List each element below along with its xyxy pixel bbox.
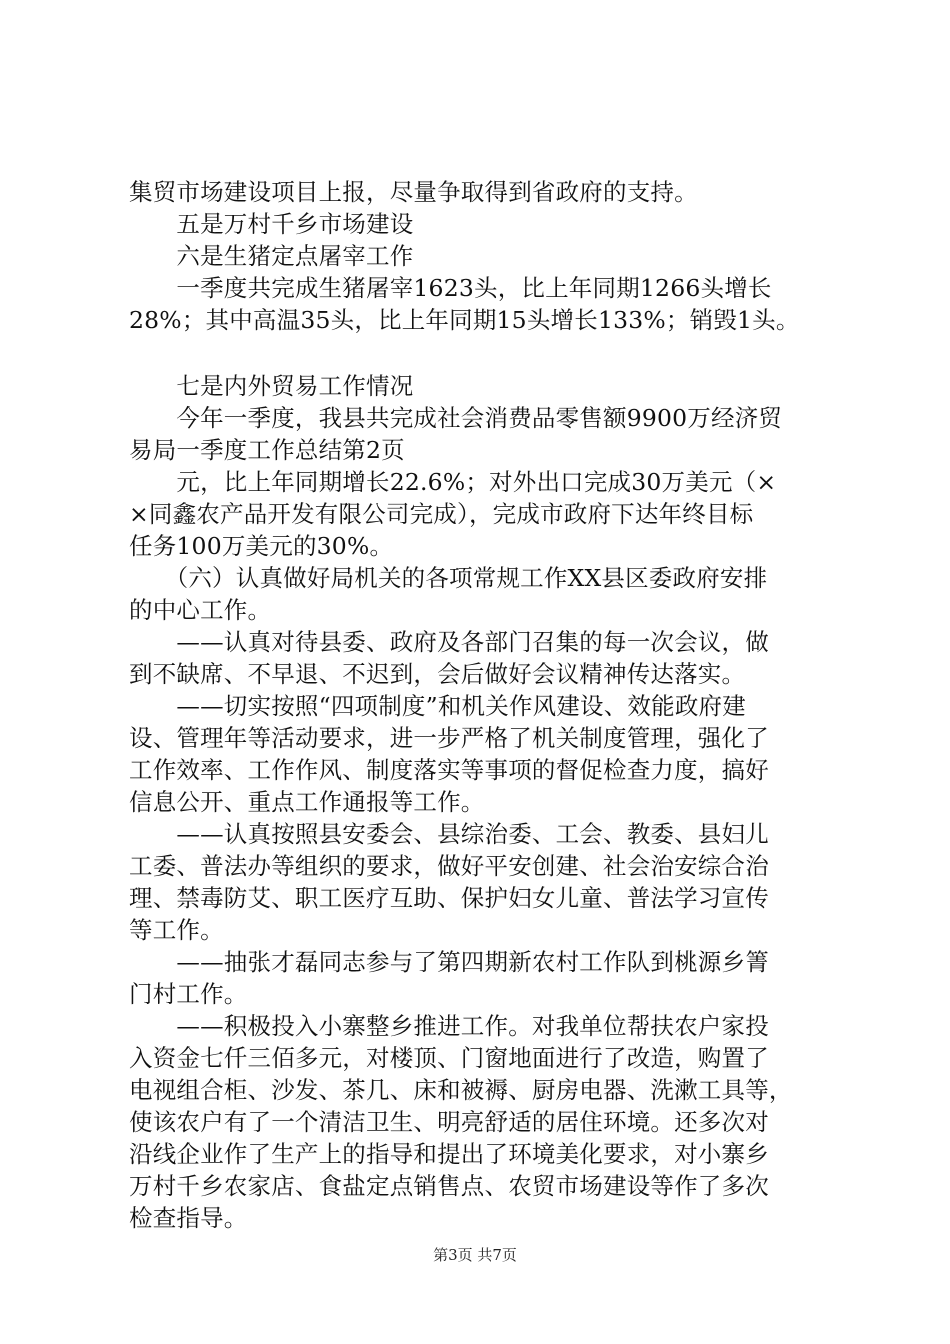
page-footer: 第3页 共7页: [433, 1246, 517, 1264]
text-line: ×同鑫农产品开发有限公司完成），完成市政府下达年终目标: [129, 500, 754, 528]
text-line: 易局一季度工作总结第2页: [129, 436, 405, 464]
text-line: 集贸市场建设项目上报，尽量争取得到省政府的支持。: [129, 178, 698, 206]
text-line: 万村千乡农家店、食盐定点销售点、农贸市场建设等作了多次: [129, 1172, 769, 1200]
text-line: 到不缺席、不早退、不迟到，会后做好会议精神传达落实。: [129, 660, 746, 688]
text-line: ——认真按照县安委会、县综治委、工会、教委、县妇儿: [129, 820, 769, 848]
text-line: 七是内外贸易工作情况: [129, 372, 414, 400]
text-line: 元，比上年同期增长22.6%；对外出口完成30万美元（×: [129, 468, 777, 496]
text-line: 今年一季度，我县共完成社会消费品零售额9900万经济贸: [129, 404, 783, 432]
text-line: ——抽张才磊同志参与了第四期新农村工作队到桃源乡箐: [129, 948, 769, 976]
text-line: 沿线企业作了生产上的指导和提出了环境美化要求，对小寨乡: [129, 1140, 769, 1168]
text-line: 电视组合柜、沙发、茶几、床和被褥、厨房电器、洗漱工具等，: [129, 1076, 793, 1104]
text-line: ——积极投入小寨整乡推进工作。对我单位帮扶农户家投: [129, 1012, 769, 1040]
text-line: 工作效率、工作作风、制度落实等事项的督促检查力度，搞好: [129, 756, 769, 784]
text-line: 五是万村千乡市场建设: [129, 210, 414, 238]
text-line: 信息公开、重点工作通报等工作。: [129, 788, 485, 816]
document-body: [129, 176, 835, 1234]
text-line: 理、禁毒防艾、职工医疗互助、保护妇女儿童、普法学习宣传: [129, 884, 769, 912]
text-line: 一季度共完成生猪屠宰1623头，比上年同期1266头增长: [129, 274, 772, 302]
text-line: 的中心工作。: [129, 596, 272, 624]
text-line: ——认真对待县委、政府及各部门召集的每一次会议，做: [129, 628, 769, 656]
text-line: 等工作。: [129, 916, 224, 944]
text-line: 入资金七仟三佰多元，对楼顶、门窗地面进行了改造，购置了: [129, 1044, 769, 1072]
text-line: 六是生猪定点屠宰工作: [129, 242, 414, 270]
text-line: 28%；其中高温35头，比上年同期15头增长133%；销毁1头。: [129, 306, 800, 334]
text-line: 设、管理年等活动要求，进一步严格了机关制度管理，强化了: [129, 724, 769, 752]
text-line: 使该农户有了一个清洁卫生、明亮舒适的居住环境。还多次对: [129, 1108, 769, 1136]
text-line: 门村工作。: [129, 980, 248, 1008]
text-line: 工委、普法办等组织的要求，做好平安创建、社会治安综合治: [129, 852, 769, 880]
text-line: ——切实按照“四项制度”和机关作风建设、效能政府建: [129, 692, 746, 720]
paragraph-gap: [129, 336, 835, 370]
text-line: 检查指导。: [129, 1204, 248, 1232]
text-line: 任务100万美元的30%。: [129, 532, 394, 560]
text-line: （六）认真做好局机关的各项常规工作XX县区委政府安排: [129, 564, 768, 592]
